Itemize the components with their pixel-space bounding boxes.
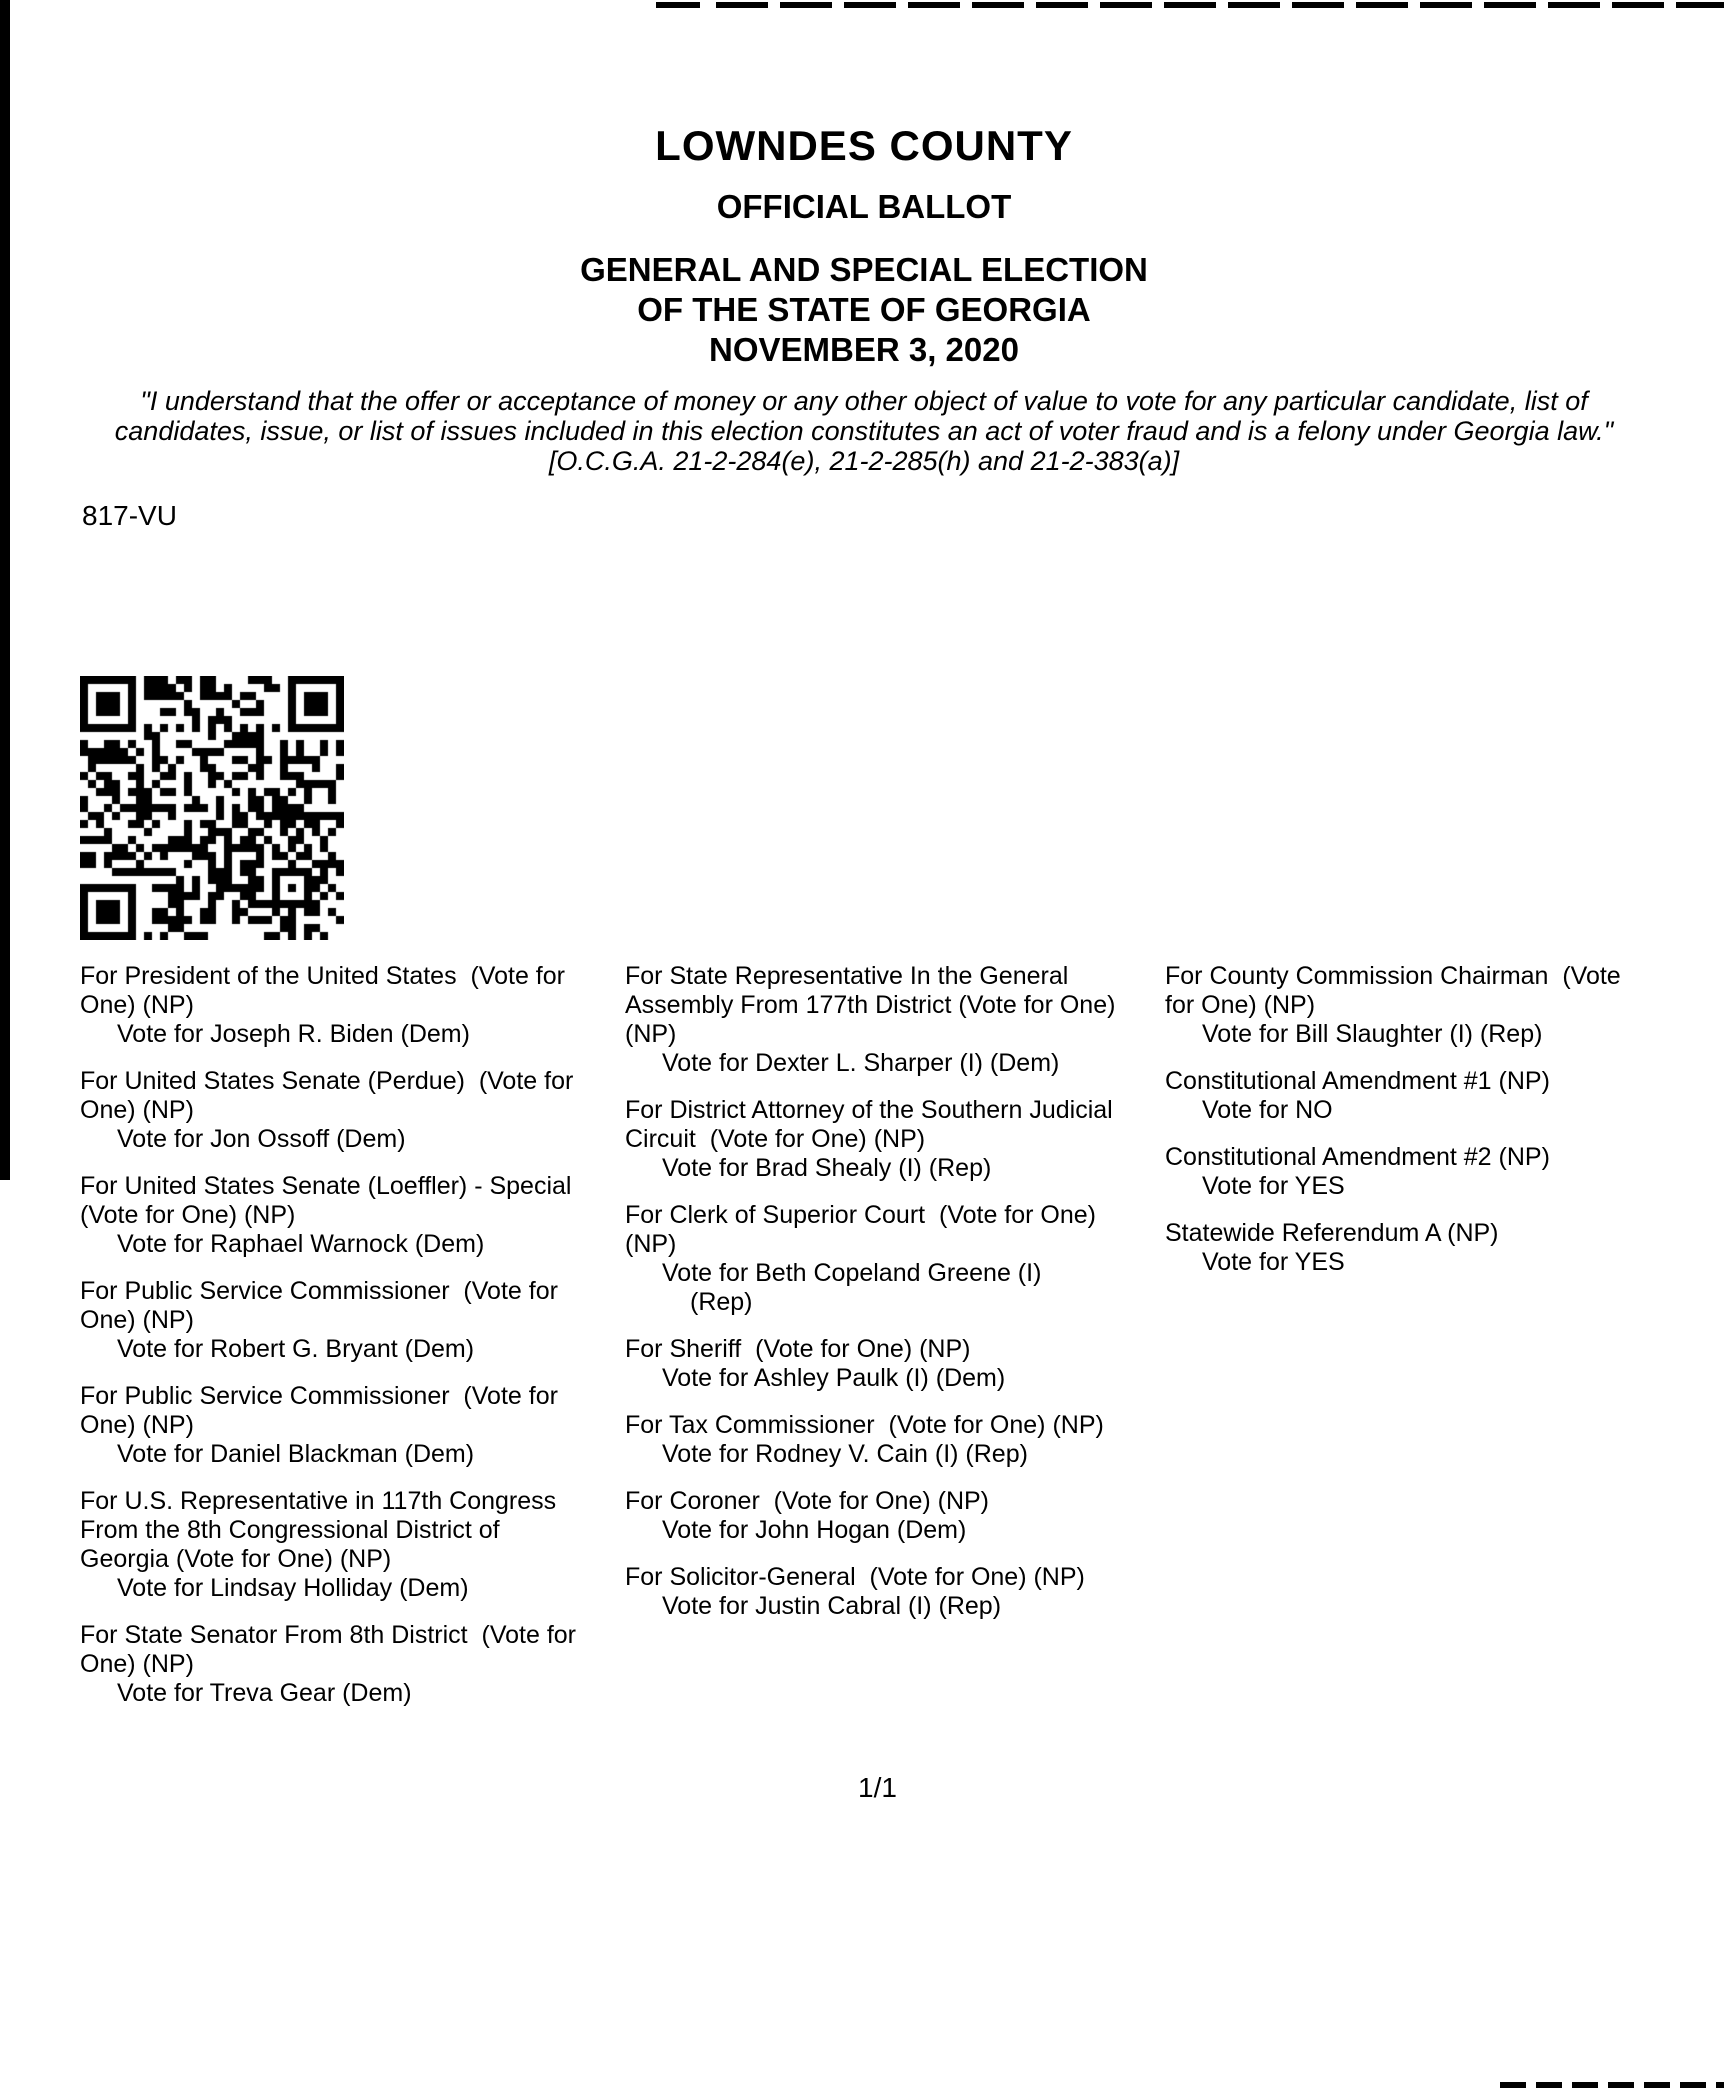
contest-selection: Vote for Jon Ossoff (Dem)	[117, 1125, 406, 1153]
contest-block	[1165, 1143, 1645, 1201]
contest-office: For Tax Commissioner (Vote for One) (NP)	[625, 1411, 1104, 1439]
contest-block	[625, 1563, 1145, 1621]
contest-office: For Sheriff (Vote for One) (NP)	[625, 1335, 971, 1363]
contest-selection: Vote for Treva Gear (Dem)	[117, 1679, 412, 1707]
contest-selection: Vote for Ashley Paulk (I) (Dem)	[662, 1364, 1006, 1392]
contest-block	[625, 1335, 1145, 1393]
contest-office: For Public Service Commissioner (Vote for One) (NP)	[80, 1382, 565, 1439]
contest-selection: Vote for Raphael Warnock (Dem)	[117, 1230, 485, 1258]
contest-office: For County Commission Chairman (Vote for One) (NP)	[1165, 962, 1628, 1019]
ballot-title: OFFICIAL BALLOT	[716, 188, 1012, 225]
contest-block	[80, 1172, 586, 1259]
contest-selection: Vote for Brad Shealy (I) (Rep)	[662, 1154, 992, 1182]
fraud-disclaimer	[64, 386, 1664, 476]
contest-column-1	[80, 962, 625, 1726]
scan-artifact-dashes-top	[716, 2, 1724, 8]
contest-block	[625, 962, 1145, 1078]
contest-selection: Vote for YES	[1202, 1172, 1345, 1200]
contest-office: For President of the United States (Vote for One) (NP)	[80, 962, 572, 1019]
contest-selection: Vote for Justin Cabral (I) (Rep)	[662, 1592, 1002, 1620]
contest-column-3	[1165, 962, 1670, 1295]
county-title: LOWNDES COUNTY	[655, 122, 1073, 169]
contest-column-2	[625, 962, 1165, 1639]
contest-office: For District Attorney of the Southern Judicial Circuit (Vote for One) (NP)	[625, 1096, 1120, 1153]
election-title: GENERAL AND SPECIAL ELECTION	[580, 251, 1148, 288]
contest-block	[1165, 1067, 1645, 1125]
contest-office: For State Senator From 8th District (Vote for One) (NP)	[80, 1621, 583, 1678]
ballot-style-code: 817-VU	[82, 500, 177, 531]
contest-selection: Vote for John Hogan (Dem)	[662, 1516, 967, 1544]
contest-selection: Vote for Lindsay Holliday (Dem)	[117, 1574, 469, 1602]
contest-office: Constitutional Amendment #1 (NP)	[1165, 1067, 1550, 1095]
contest-selection: Vote for Joseph R. Biden (Dem)	[117, 1020, 470, 1048]
election-subtitle: OF THE STATE OF GEORGIA	[637, 291, 1091, 328]
contest-selection: Vote for Dexter L. Sharper (I) (Dem)	[662, 1049, 1060, 1077]
contest-block	[80, 1487, 580, 1603]
contest-block	[625, 1096, 1145, 1183]
contest-selection: Vote for YES	[1202, 1248, 1345, 1276]
contest-selection: Vote for Rodney V. Cain (I) (Rep)	[662, 1440, 1028, 1468]
scan-artifact-dash	[656, 2, 700, 8]
contest-office: For United States Senate (Loeffler) - Special (Vote for One) (NP)	[80, 1172, 586, 1229]
contest-block	[80, 1621, 583, 1708]
scan-artifact-dashes-bottom	[1500, 2082, 1724, 2088]
contest-selection: Vote for Beth Copeland Greene (I) (Rep)	[662, 1259, 1049, 1316]
election-date: NOVEMBER 3, 2020	[709, 331, 1019, 368]
page-number: 1/1	[858, 1772, 897, 1803]
contest-selection: Vote for Robert G. Bryant (Dem)	[117, 1335, 475, 1363]
contest-office: For Clerk of Superior Court (Vote for One) (NP)	[625, 1201, 1103, 1258]
contest-selection: Vote for Bill Slaughter (I) (Rep)	[1202, 1020, 1543, 1048]
qr-code	[80, 676, 344, 940]
contest-block	[80, 1277, 580, 1364]
contest-block	[80, 962, 580, 1049]
contest-block	[625, 1487, 1145, 1545]
ballot-header	[0, 122, 1728, 370]
contest-office: For Coroner (Vote for One) (NP)	[625, 1487, 990, 1515]
fraud-disclaimer-text: "I understand that the offer or acceptance of money or any other object of value to vote for any particular candidate, list of candidates, issue, or list of issues included in this election constitutes an act of voter fraud and is a felony under Georgia law." [O.C.G.A. 21-2-284(e), 21-2-285(h) and 21-2-383(a)]	[114, 386, 1614, 476]
contest-block	[1165, 1219, 1645, 1277]
contest-selection: Vote for Daniel Blackman (Dem)	[117, 1440, 475, 1468]
contest-office: For U.S. Representative in 117th Congress From the 8th Congressional District of Georgia (Vote for One) (NP)	[80, 1487, 564, 1573]
contest-office: For State Representative In the General Assembly From 177th District (Vote for One) (NP)	[625, 962, 1123, 1048]
contest-office: For Public Service Commissioner (Vote for One) (NP)	[80, 1277, 565, 1334]
contest-office: For United States Senate (Perdue) (Vote for One) (NP)	[80, 1067, 581, 1124]
contest-block	[80, 1067, 580, 1154]
contest-block	[625, 1411, 1145, 1469]
contest-office: Constitutional Amendment #2 (NP)	[1165, 1143, 1550, 1171]
contest-office: Statewide Referendum A (NP)	[1165, 1219, 1499, 1247]
contest-selection: Vote for NO	[1202, 1096, 1333, 1124]
contest-block	[625, 1201, 1145, 1317]
contest-columns	[80, 962, 1670, 1726]
contest-block	[80, 1382, 580, 1469]
contest-office: For Solicitor-General (Vote for One) (NP)	[625, 1563, 1085, 1591]
contest-block	[1165, 962, 1645, 1049]
